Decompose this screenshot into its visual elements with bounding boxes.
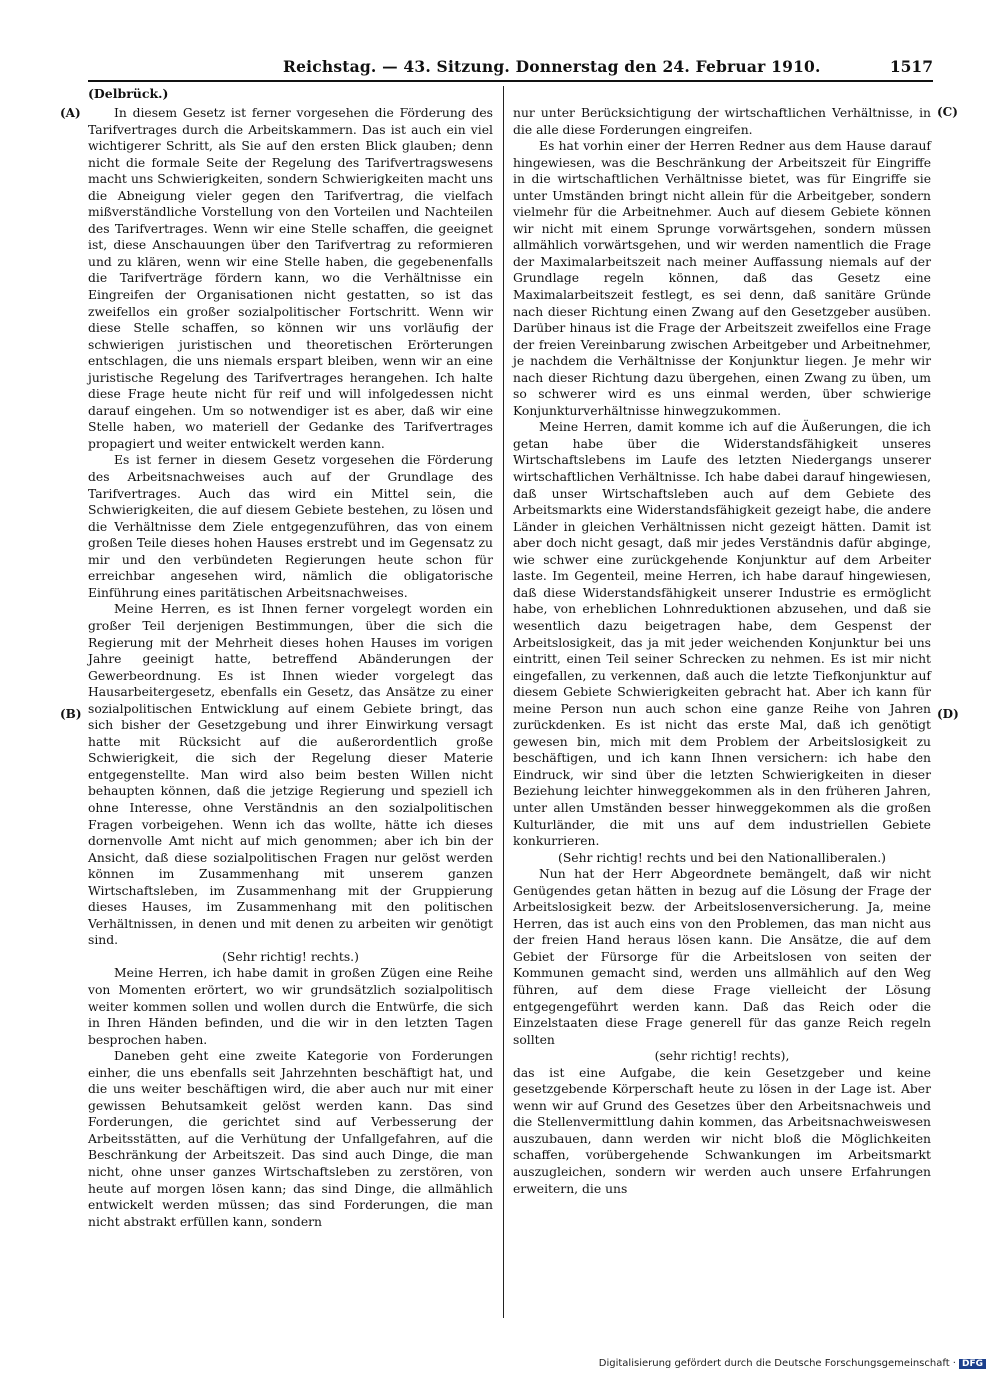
paragraph: Meine Herren, damit komme ich auf die Äußerungen, die ich getan habe über die Widerstandsfähigkeit unseres Wirtschaftslebens im Laufe des letzten Niedergangs unserer wirtschaftlichen Verhältnisse. Ich habe dabei darauf hingewiesen, daß unser Wirtschaftsleben auch auf dem Gebiete des Arbeitsmarkts eine Widerstandsfähigkeit gezeigt habe, die andere Länder in gleichen Verhältnissen nicht gezeigt hätten. Damit ist aber doch nicht gesagt, daß mir jedes Verständnis dafür abginge, wie schwer eine zurückgehende Konjunktur auf dem Arbeiter laste. Im Gegenteil, meine Herren, ich habe darauf hingewiesen, daß diese Widerstandsfähigkeit unserer Industrie es ermöglicht habe, von erheblichen Lohnreduktionen abzusehen, und daß sie wesentlich dazu beigetragen habe, dem Gespenst der Arbeitslosigkeit, das ja mit jeder weichenden Konjunktur bei uns eintritt, einen Teil seiner Schrecken zu nehmen. Es ist mir nicht eingefallen, zu verkennen, daß auch die letzte Tiefkonjunktur auf diesem Gebiete Schwierigkeiten gebracht hat. Aber ich kann für meine Person nun auch schon eine ganze Reihe von Jahren zurückdenken. Es ist nicht das erste Mal, daß ich genötigt gewesen bin, mich mit dem Problem der Arbeitslosigkeit zu beschäftigen, und ich kann Ihnen versichern: ich habe den Eindruck, wir sind über die letzten Schwierigkeiten in dieser Beziehung leichter hinweggekommen als in den früheren Jahren, unter allen Umständen besser hinweggekommen als die großen Kulturländer, die mit uns auf dem industriellen Gebiete konkurrieren. [513,420,931,849]
margin-mark-b: (B) [60,707,82,721]
paragraph: Meine Herren, ich habe damit in großen Zügen eine Reihe von Momenten erörtert, wo wir grundsätzlich sozialpolitisch weiter kommen sollen und wollen durch die Entwürfe, die sich in Ihren Händen befinden, und die wir in den letzten Tagen besprochen haben. [88,966,493,1047]
paragraph: Nun hat der Herr Abgeordnete bemängelt, daß wir nicht Genügendes getan hätten in bezug auf die Lösung der Frage der Arbeitslosigkeit bezw. der Arbeitslosenversicherung. Ja, meine Herren, das ist auch eins von den Problemen, das man nicht aus der freien Hand heraus lösen kann. Die Ansätze, die auf dem Gebiet der Fürsorge für die Arbeitslosen von seiten der Kommunen gemacht sind, werden uns allmählich auf den Weg führen, auf dem diese Frage vielleicht der Lösung entgegengeführt werden kann. Daß das Reich oder die Einzelstaaten diese Frage generell für das ganze Reich regeln sollten [513,867,931,1047]
margin-mark-d: (D) [937,707,959,721]
paragraph: In diesem Gesetz ist ferner vorgesehen die Förderung des Tarifvertrages durch die Arbeitskammern. Das ist auch ein viel wichtigerer Schritt, als Sie auf den ersten Blick glauben; denn nicht die formale Seite der Regelung des Tarifvertragswesens macht uns Schwierigkeiten, sondern Schwierigkeiten macht uns die Abneigung vieler gegen den Tarifvertrag, die vielfach mißverständliche Vorstellung von den Vorteilen und Nachteilen des Tarifvertrages. Wenn wir eine Stelle schaffen, die geeignet ist, diese Anschauungen über den Tarifvertrag zu reformieren und zu klären, wenn wir eine Stelle haben, die gegebenenfalls die Tarifverträge fördern kann, wo die Verhältnisse ein Eingreifen der Organisationen nicht gestatten, so ist das zweifellos ein großer sozialpolitischer Fortschritt. Wenn wir diese Stelle schaffen, so können wir uns vorläufig der schwierigen juristischen und theoretischen Erörterungen entschlagen, die uns niemals erspart bleiben, wenn wir an eine juristische Regelung des Tarifvertrages herangehen. Ich halte diese Frage heute nicht für reif und will infolgedessen nicht darauf eingehen. Um so notwendiger ist es aber, daß wir eine Stelle haben, wo materiell der Gedanke des Tarifvertrages propagiert und weiter entwickelt werden kann. [88,106,493,451]
dfg-logo: DFG [959,1359,986,1369]
interjection: (Sehr richtig! rechts und bei den Nationalliberalen.) [558,850,886,865]
right-column [513,105,931,1197]
interjection: (sehr richtig! rechts), [654,1049,790,1064]
left-column [88,105,493,1230]
page-number: 1517 [889,57,933,76]
header-title: Reichstag. — 43. Sitzung. Donnerstag den 24. Februar 1910. [283,57,821,76]
paragraph: Es ist ferner in diesem Gesetz vorgesehen die Förderung des Arbeitsnachweises auch auf der Grundlage des Tarifvertrages. Auch das wird ein Mittel sein, die Schwierigkeiten, die auf diesem Gebiete bestehen, zu lösen und die Verhältnisse dem Ziele entgegenzuführen, das von einem großen Teile dieses hohen Hauses erstrebt und im Gegensatz zu mir und den verbündeten Regierungen heute schon für erreichbar angesehen wird, nämlich die obligatorische Einführung eines paritätischen Arbeitsnachweises. [88,453,493,600]
footer-text: Digitalisierung gefördert durch die Deutsche Forschungsgemeinschaft · [598,1358,956,1369]
paragraph: nur unter Berücksichtigung der wirtschaftlichen Verhältnisse, in die alle diese Forderungen eingreifen. [513,106,931,137]
paragraph: Es hat vorhin einer der Herren Redner aus dem Hause darauf hingewiesen, was die Beschränkung der Arbeitszeit für Eingriffe in die wirtschaftlichen Verhältnisse bietet, was für Eingriffe sie unter Umständen bringt nicht allein für die Arbeitgeber, sondern vielmehr für die Arbeitnehmer. Auch auf diesem Gebiete können wir nicht mit einem Sprunge vorwärtsgehen, sondern müssen allmählich vorwärtsgehen, und wir werden namentlich die Frage der Maximalarbeitszeit nach meiner Auffassung niemals auf der Grundlage regeln können, daß das Gesetz eine Maximalarbeitszeit festlegt, es sei denn, daß sanitäre Gründe nach dieser Richtung einen Zwang auf den Gesetzgeber ausüben. Darüber hinaus ist die Frage der Arbeitszeit zweifellos eine Frage der freien Vereinbarung zwischen Arbeitgeber und Arbeitnehmer, je nachdem die Verhältnisse der Konjunktur liegen. Je mehr wir nach dieser Richtung dazu übergehen, einen Zwang zu üben, um so schwerer wird es uns einmal werden, über schwierige Konjunkturverhältnisse hinwegzukommen. [513,139,931,418]
paragraph: Meine Herren, es ist Ihnen ferner vorgelegt worden ein großer Teil derjenigen Bestimmungen, über die sich die Regierung mit der Mehrheit dieses hohen Hauses im vorigen Jahre geeinigt hatte, betreffend Abänderungen der Gewerbeordnung. Es ist Ihnen wieder vorgelegt das Hausarbeitergesetz, ebenfalls ein Gesetz, das Ansätze zu einer sozialpolitischen Entwicklung auf einem Gebiete bringt, das sich bisher der Gesetzgebung und ihrer Einwirkung versagt hatte mit Rücksicht auf die außerordentlich große Schwierigkeit, die sich der Regelung dieser Materie entgegenstellte. Man wird also beim besten Willen nicht behaupten können, daß die jetzige Regierung und speziell ich ohne Interesse, ohne Verständnis an den sozialpolitischen Fragen vorbeigehen. Wenn ich das wollte, hätte ich dieses dornenvolle Amt nicht auf mich genommen; aber ich bin der Ansicht, daß diese sozialpolitischen Fragen nur gelöst werden können im Zusammenhang mit unserem ganzen Wirtschaftsleben, im Zusammenhang mit der Gruppierung dieses Hauses, im Zusammenhang mit den politischen Verhältnissen, in denen und mit denen zu arbeiten wir genötigt sind. [88,602,493,948]
column-divider [503,86,504,1318]
speaker-name: (Delbrück.) [88,86,169,101]
footer-credit [599,1358,986,1369]
paragraph: Daneben geht eine zweite Kategorie von Forderungen einher, die uns ebenfalls seit Jahrzehnten beschäftigt hat, und die uns weiter beschäftigen wird, die aber auch nur mit einer gewissen Behutsamkeit gelöst werden kann. Das sind Forderungen, die gerichtet sind auf Verbesserung der Arbeitsstätten, auf die Verhütung der Unfallgefahren, auf die Beschränkung der Arbeitszeit. Das sind auch Dinge, die man nicht, ohne unser ganzes Wirtschaftsleben zu zerstören, von heute auf morgen lösen kann; das sind Dinge, die allmählich entwickelt werden müssen; das sind Forderungen, die man nicht abstrakt erfüllen kann, sondern [88,1049,493,1229]
header-rule [88,80,933,82]
margin-mark-c: (C) [937,105,958,119]
margin-mark-a: (A) [60,106,81,120]
page-header [88,57,933,79]
interjection: (Sehr richtig! rechts.) [222,949,359,964]
paragraph: das ist eine Aufgabe, die kein Gesetzgeber und keine gesetzgebende Körperschaft heute zu lösen in der Lage ist. Aber wenn wir auf Grund des Gesetzes über den Arbeitsnachweis und die Stellenvermittlung dahin kommen, das Arbeitsnachweiswesen auszubauen, dann werden wir nicht bloß die Möglichkeiten schaffen, vorübergehende Schwankungen im Arbeitsmarkt auszugleichen, sondern wir werden auch unsere Erfahrungen erweitern, die uns [513,1065,931,1196]
